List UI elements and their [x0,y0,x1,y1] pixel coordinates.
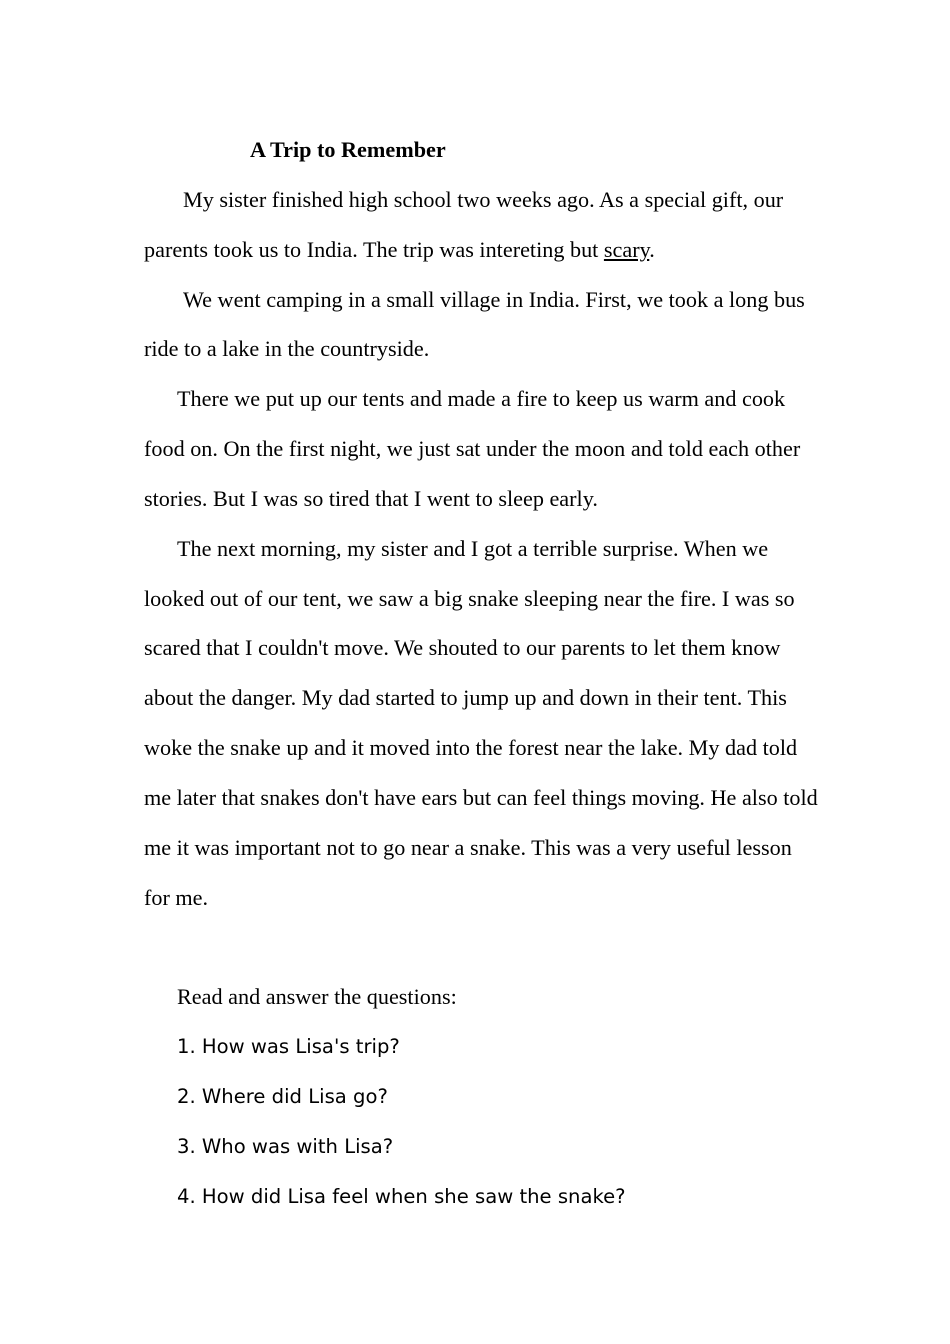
question-item: 2. Where did Lisa go? [177,1085,388,1109]
question-item: 3. Who was with Lisa? [177,1134,394,1158]
paragraph-1-text: My sister finished high school two weeks ago. As a special gift, our parents took us to India. The trip was intereting but [144,186,784,262]
paragraph-3: There we put up our tents and made a fire to keep us warm and cook food on. On the first night, we just sat under the moon and told each other stories. But I was so tired that I went to sleep early. [144,386,801,511]
paragraph-1-end: . [649,236,655,262]
document-title: A Trip to Remember [250,137,446,162]
underlined-word: scary [603,236,650,262]
document-body [144,125,819,1222]
paragraph-2: We went camping in a small village in India. First, we took a long bus ride to a lake in the countryside. [144,286,805,362]
paragraph-4: The next morning, my sister and I got a terrible surprise. When we looked out of our tent, we saw a big snake sleeping near the fire. I was so scared that I couldn't move. We shouted to our parents to let them know about the danger. My dad started to jump up and down in their tent. This woke the snake up and it moved into the forest near the lake. My dad told me later that snakes don't have ears but can feel things moving. He also told me it was important not to go near a snake. This was a very useful lesson for me. [144,535,818,910]
questions-heading: Read and answer the questions: [177,984,457,1010]
paragraph-1 [144,175,819,275]
blank-line [144,923,819,973]
question-item: 4. How did Lisa feel when she saw the snake? [177,1184,626,1208]
questions-list [144,1022,819,1221]
question-item: 1. How was Lisa's trip? [177,1035,400,1059]
